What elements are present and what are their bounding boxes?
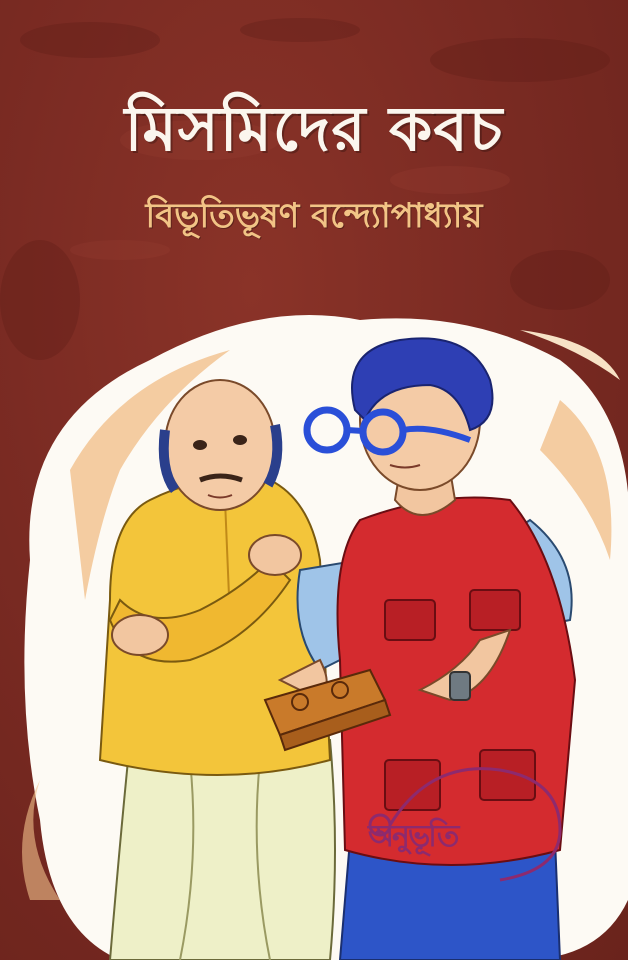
book-author: বিভূতিভূষণ বন্দ্যোপাধ্যায় <box>145 196 483 236</box>
book-title: মিসমিদের কবচ <box>124 92 504 165</box>
publisher-logo: অনুভূতি <box>368 819 458 854</box>
